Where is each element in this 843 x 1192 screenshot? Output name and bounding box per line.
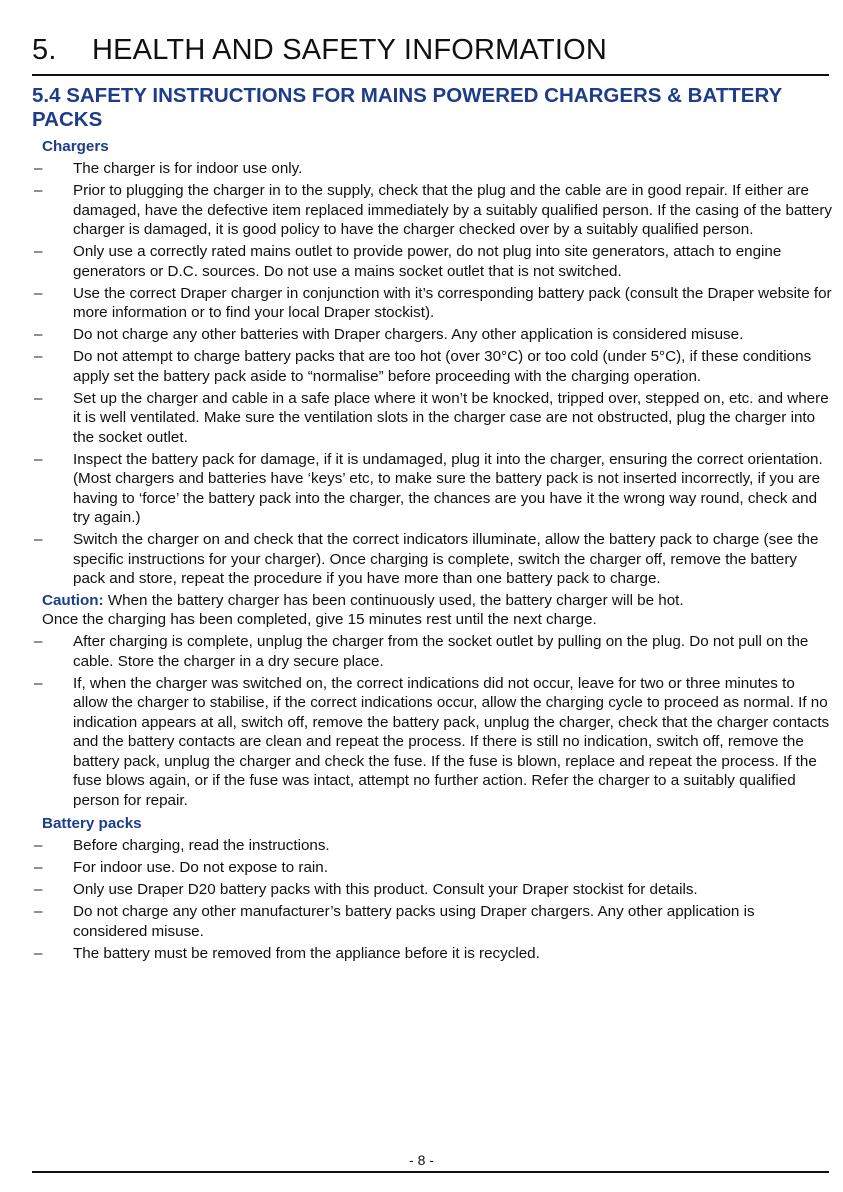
section-number: 5. — [32, 34, 57, 66]
chargers-heading: Chargers — [42, 138, 109, 155]
chargers-list-item: – Only use a correctly rated mains outlet to provide power, do not plug into site generators, attach to engine generators or D.C. sources. Do not use a mains socket outlet that is not switched. — [42, 242, 832, 281]
chargers-list — [42, 159, 832, 589]
caution-note — [42, 591, 832, 611]
chargers-list-item: – Inspect the battery pack for damage, if it is undamaged, plug it into the charger, ensuring the correct orientation. (Most chargers and batteries have ‘keys’ etc, to make sure the battery pack is not inserted incorrectly, if you are having to ‘force’ the battery pack into the charger, the chances are you have it the wrong way round, check and try again.) — [42, 450, 832, 528]
page-number: - 8 - — [409, 1152, 434, 1168]
battery-packs-list-item: – Do not charge any other manufacturer’s battery packs using Draper chargers. Any other application is considered misuse. — [42, 902, 832, 941]
battery-packs-list-item: – Only use Draper D20 battery packs with this product. Consult your Draper stockist for details. — [42, 880, 832, 900]
after-caution-list-item: – After charging is complete, unplug the charger from the socket outlet by pulling on the plug. Do not pull on the cable. Store the charger in a dry secure place. — [42, 632, 832, 671]
caution-label: Caution: — [42, 591, 104, 609]
battery-packs-list-item: – Before charging, read the instructions. — [42, 836, 832, 856]
battery-packs-list — [42, 836, 832, 963]
battery-packs-list-item: – The battery must be removed from the appliance before it is recycled. — [42, 944, 832, 964]
content — [42, 137, 832, 963]
section-title — [32, 34, 607, 67]
chargers-list-item: – Prior to plugging the charger in to the supply, check that the plug and the cable are in good repair. If either are damaged, have the defective item replaced immediately by a suitably qualified person. If the casing of the battery charger is damaged, it is good policy to have the charger checked over by a suitably qualified person. — [42, 181, 832, 240]
chargers-list-item: – The charger is for indoor use only. — [42, 159, 832, 179]
battery-packs-list-item: – For indoor use. Do not expose to rain. — [42, 858, 832, 878]
battery-packs-heading: Battery packs — [42, 815, 142, 832]
chargers-list-item: – Switch the charger on and check that the correct indicators illuminate, allow the battery pack to charge (see the specific instructions for your charger). Once charging is complete, switch the charger off, remove the battery pack and store, repeat the procedure if you have more than one battery pack to charge. — [42, 530, 832, 589]
section-title-text: HEALTH AND SAFETY INFORMATION — [92, 34, 607, 66]
caution-text: When the battery charger has been continuously used, the battery charger will be hot. — [107, 591, 684, 609]
chargers-list-item: – Use the correct Draper charger in conjunction with it’s corresponding battery pack (consult the Draper website for more information or to find your local Draper stockist). — [42, 284, 832, 323]
header-rule — [32, 74, 829, 76]
chargers-list-item: – Set up the charger and cable in a safe place where it won’t be knocked, tripped over, stepped on, etc. and where it is well ventilated. Make sure the ventilation slots in the charger case are not obstructed, plug the charger into the socket outlet. — [42, 389, 832, 448]
footer-rule — [32, 1171, 829, 1173]
chargers-list-item: – Do not attempt to charge battery packs that are too hot (over 30°C) or too cold (under 5°C), if these conditions apply set the battery pack aside to “normalise” before proceeding with the charging operation. — [42, 347, 832, 386]
caution-continuation: Once the charging has been completed, give 15 minutes rest until the next charge. — [42, 611, 597, 628]
chargers-list-item: – Do not charge any other batteries with Draper chargers. Any other application is considered misuse. — [42, 325, 832, 345]
after-caution-list — [42, 632, 832, 810]
after-caution-list-item: – If, when the charger was switched on, the correct indications did not occur, leave for two or three minutes to allow the charger to stabilise, if the correct indications occur, allow the charging cycle to proceed as normal. If no indication appears at all, switch off, remove the battery pack, unplug the charger, check that the charger contacts and the battery contacts are clean and repeat the process. If there is still no indication, switch off, remove the battery pack, unplug the charger and check the fuse. If the fuse is blown, replace and repeat the process. If the fuse blows again, or if the fuse was intact, attempt no further action. Refer the charger to a suitably qualified person for repair. — [42, 674, 832, 811]
subsection-title: 5.4 SAFETY INSTRUCTIONS FOR MAINS POWERED CHARGERS & BATTERY PACKS — [32, 84, 782, 131]
